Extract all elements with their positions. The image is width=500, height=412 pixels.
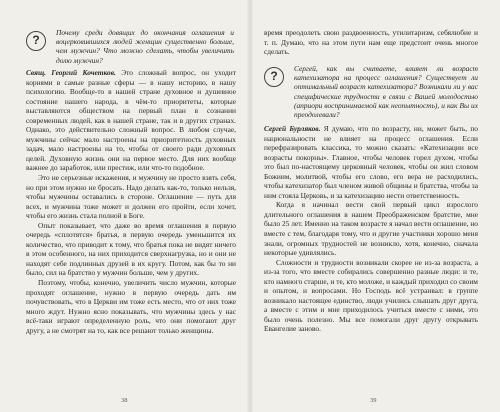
page-number: 39 bbox=[370, 397, 377, 404]
answer-paragraph: Опыт показывает, что даже во время оглашения в первую очередь «сплотятся» братья, в первую очередь уменьшится их количество, что приводит к тому, что братья пока не видят ничего в этом особенного, на них приходится сверхнагрузка, но и они не находят себе подлинных друзей в их кругу. Потом, как бы то ни было, сил на братство у мужчин больше, чем у других. bbox=[26, 220, 236, 278]
continued-text bbox=[264, 28, 478, 57]
answer-paragraph: Когда я начинал вести свой первый цикл взрослого длительного оглашения в нашем Преображенском братстве, мне было 25 лет. Именно на таком возрасте я начал вести оглашение, но вместе с тем, благодаря тому, что и другие участники хорошо меня знали, огромных трудностей не возникло, хотя, конечно, сначала некоторые удивлялись. bbox=[264, 200, 478, 258]
answer-paragraph: Сложности и трудности возникали скорее не из-за возраста, а из-за того, что вместе собирались совершенно разные люди: и те, кто намного старше, и те, кто моложе, и каждый приходил со своим и опытом, и вопросами. Но Господь всё устраивал: в группе возникало настоящее единство, люди учились слышать друг друга, а вместе с этим и мне приходилось учиться вместе с ними, это было очень полезно. Мы все помогали друг другу открывать Евангелие заново. bbox=[264, 257, 478, 334]
speaker-name: Свящ. Георгий Кочетков. bbox=[26, 68, 116, 77]
answer-paragraph: Сергей Бурляков. Я думаю, что по возрасту, ни, может быть, по национальности не влияет на процесс оглашения. Если перефразировать классика, то можно сказать: «Катехизации все возрасты покорны». Главное, чтобы человек горел духом, чтобы это был по-настоящему церковный человек, чтобы он жил словом Божиим, молитвой, чтобы его слово, его вера не расходились, чтобы катехизатор был членом живой общины и братства, чтобы за ним стояла Церковь, и за катехизацию нести ответственность. bbox=[264, 124, 478, 200]
question-text: Сергей, как вы считаете, влияет ли возраст катехизатора на процесс оглашения? Существует ли оптимальный возраст катехизатора? Возникали ли у вас специфические трудности в связи с Вашей молодостью (априори воспринимаемой как неопытность), и как Вы их преодолевали? bbox=[294, 64, 478, 120]
right-page bbox=[250, 0, 500, 412]
answer-paragraph: Поэтому, чтобы, конечно, увеличить число мужчин, которые проходят оглашение, нужно в первую очередь дать им почувствовать, что в Церкви им тоже есть место, что от них тоже много ждут. Нужно ясно показывать, что мужчины здесь у нас всё-таки играют определенную роль, что они помогают друг другу, а не смотрят на то, как все решают только женщины. bbox=[26, 278, 236, 335]
answer-paragraph: Это не серьезные искажения, и мужчину не просто взять себя, но при этом нужно не бросать. Надо делать как-то, только нельзя, чтобы мужчины оставались в стороне. Оглашение — путь для всех, и мужчина тоже может и должен его пройти, если хочет, чтобы его жизнь стала полной в Боге. bbox=[26, 173, 236, 221]
answer-body bbox=[264, 124, 478, 334]
page-number: 38 bbox=[121, 397, 128, 404]
continued-paragraph: время преодолеть свою раздвоенность, утилитаризм, себялюбие и т. п. Думаю, что на этом пути нам еще предстоит очень многое сделать. bbox=[264, 28, 478, 57]
question-mark-icon: ? bbox=[264, 67, 284, 87]
question-text: Почему среди довящих до окончания оглашения и воцерковившихся людей женщин существенно больше, чем мужчин? Что можно сделать, чтобы увеличить долю мужчин? bbox=[56, 28, 234, 65]
speaker-name: Сергей Бурляков. bbox=[264, 124, 321, 133]
answer-body bbox=[26, 68, 236, 335]
question-mark-icon: ? bbox=[26, 31, 46, 51]
book-gutter bbox=[247, 0, 253, 412]
answer-paragraph: Свящ. Георгий Кочетков. Это сложный вопрос, он уходит корнями в самые разные сферы — в нашу историю, в нашу психологию. Вообще-то в нашей стране духовное и душевное состояние нашего народа, в чём-то приоритеты, которые выставляются обществом на первый план в сознании современных людей, как в нашей стране, так и в других странах. Однако, это действительно сложный вопрос. В любом случае, мужчины сейчас мало настроены на приоритетность духовных задач, мало настроены на то, чтобы от своего ради духовных целей. Духовную жизнь они на первое место. Для них вообще важнее до заработок, или престиж, или что-то подобное. bbox=[26, 68, 236, 173]
